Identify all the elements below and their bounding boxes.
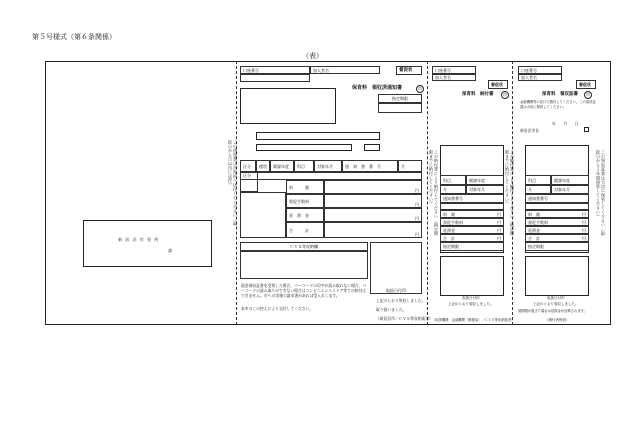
mid-delay-row: 延滞金 円: [440, 226, 504, 234]
mid-row-subject: 科目: [440, 175, 466, 185]
mid-row-notice-number: 通知書番号: [440, 194, 504, 203]
main-surcharge-label: 督促手数料: [286, 194, 324, 208]
right-surcharge-row: 督促手数料 円: [525, 218, 589, 226]
mid-surcharge-row: 督促手数料 円: [440, 218, 504, 226]
mid-side-note-left: この納付書により納付してください（指定期限までに納付してください）: [429, 150, 439, 236]
main-side-note: この通知書は市役所へ送付してください（取扱日から日以内に送付）: [228, 140, 238, 226]
mid-row-target-month: 対象年月: [466, 185, 504, 194]
main-col-target-month: 対象年月: [314, 160, 342, 172]
main-fee-label: 料 額: [286, 180, 324, 194]
right-receipt-note: 上記のとおり領収しました。: [533, 302, 579, 306]
main-receipt-note-2: 取り扱いました。: [376, 307, 407, 312]
mid-due-row: 指定期限: [440, 242, 504, 251]
form-heading: 第５号様式（第６条関係）: [32, 33, 116, 41]
separator-2: [427, 61, 428, 325]
main-title: 保育料 領収済通知書: [352, 85, 403, 91]
main-col-month: 月: [398, 160, 422, 172]
main-note-2: 本市のこの控えにより交付してください。: [241, 306, 314, 311]
mid-fee-row: 料 額 円: [440, 210, 504, 218]
right-row-month: 月: [525, 185, 551, 194]
right-row-notice-number: 通知書番号: [525, 194, 589, 203]
main-copy-badge: 督促状: [396, 66, 422, 75]
right-mayor-seal: [584, 127, 589, 132]
main-due-date-value: [378, 103, 422, 113]
mid-title: 保育料 納付書: [462, 92, 494, 97]
office-name: 新 居 浜 市 役 所: [118, 237, 160, 242]
mid-receipt-note: 上記のとおり領収しました。: [448, 302, 494, 306]
right-seal-icon: 市: [586, 92, 590, 97]
main-col-classification: 区分: [240, 160, 256, 172]
mid-seal-icon: 市: [503, 92, 507, 97]
right-stamp-box: [525, 256, 589, 296]
right-mayor: 新居浜市長: [520, 128, 539, 133]
main-note: 現金領収証書を受領した場合、バーコードの印字が読み取れない場合、バーコードの読み取りができない場合はコンビニエンスストア等での納付はできません。市への実施の請求書があれば受入れします。: [241, 283, 367, 298]
right-total-row: 合 計 円: [525, 234, 589, 242]
main-classification-area: [240, 192, 286, 238]
main-due-date: 指定期限: [378, 94, 422, 103]
right-title: 保育料 領収証書: [542, 92, 578, 97]
main-delay-value: 円: [324, 208, 422, 222]
main-delay-label: 延 滞 金: [286, 208, 324, 222]
main-col-notice-number: 通 知 書 番 号: [342, 160, 398, 172]
mid-stamp-box: [440, 256, 504, 296]
mid-copy-badge: 督促状: [488, 80, 508, 89]
right-row-blank: [525, 203, 589, 210]
main-barcode-3: [364, 144, 380, 151]
front-label: （表）: [302, 52, 323, 60]
main-total-value: 円: [324, 222, 422, 238]
main-receiver: （新居浜市／ＣＶＳ等収納業者）: [376, 316, 433, 321]
main-cvs-header: ＣＶＳ等収納欄: [240, 242, 368, 251]
right-delay-row: 延滞金 円: [525, 226, 589, 234]
main-receipt-note: 上記のとおり領収しました。: [376, 298, 426, 303]
office-section: 課: [168, 248, 172, 253]
mid-footer: （取扱機関：金融機関（郵便局）／ＣＶＳ等収納業者）: [432, 318, 515, 322]
right-row-target-month: 対象年月: [551, 185, 589, 194]
main-col-type: 種別: [256, 160, 270, 172]
mid-stamp-label: 取扱日付印: [462, 296, 480, 300]
mid-side-note-right: この納付書により納付してください（指定期限までに納付してください）: [505, 150, 515, 236]
right-stamp-label: 取扱日付印: [547, 296, 565, 300]
right-notice: 金融機関等の窓口で納付してください。この領収証書は大切に保管してください。: [520, 100, 596, 109]
mid-code-field: 口座番号: [432, 66, 476, 74]
right-name-field: 加入者名: [518, 74, 562, 81]
office-box: [83, 220, 212, 267]
mid-row-fiscal-year: 賦課年度: [466, 175, 504, 185]
main-barcode-2: [256, 144, 352, 151]
main-total-label: 合 計: [286, 222, 324, 238]
main-col-fiscal-year: 賦課年度: [270, 160, 294, 172]
main-fee-value: 円: [324, 180, 422, 194]
mid-name-field: 加入者名: [432, 74, 476, 81]
right-fee-row: 料 額 円: [525, 210, 589, 218]
main-value-row: [240, 172, 422, 180]
main-stamp-box: 取扱日付印: [370, 242, 422, 294]
main-address-box: [240, 88, 336, 124]
main-code-field-2: [240, 74, 310, 82]
right-date: 年 月 日: [552, 121, 579, 126]
right-footer: （納付者保管）: [545, 318, 570, 322]
right-row-fiscal-year: 賦課年度: [551, 175, 589, 185]
main-name-field: 加入者名: [310, 66, 380, 74]
main-surcharge-value: 円: [324, 194, 422, 208]
main-cvs-area: [240, 251, 368, 279]
right-code-field: 口座番号: [518, 66, 562, 74]
mid-total-row: 合 計 円: [440, 234, 504, 242]
mid-row-month: 月: [440, 185, 466, 194]
right-side-note: この領収証書は大切に保管してください（取扱日から５年間保管してください）: [596, 150, 606, 236]
right-due-row: 指定期限: [525, 242, 589, 251]
main-seal-icon: 市: [418, 86, 422, 91]
right-copy-badge: 督促状: [576, 80, 596, 89]
main-col-subject: 科目: [294, 160, 314, 172]
main-code-field: 口座番号: [240, 66, 310, 74]
mid-row-blank: [440, 203, 504, 210]
main-classification-box: 区分: [240, 172, 258, 192]
right-row-subject: 科目: [525, 175, 551, 185]
right-footer-note: 納期限が過ぎた場合は延滞金が加算されます。: [518, 309, 587, 313]
main-barcode-1: [256, 132, 380, 140]
